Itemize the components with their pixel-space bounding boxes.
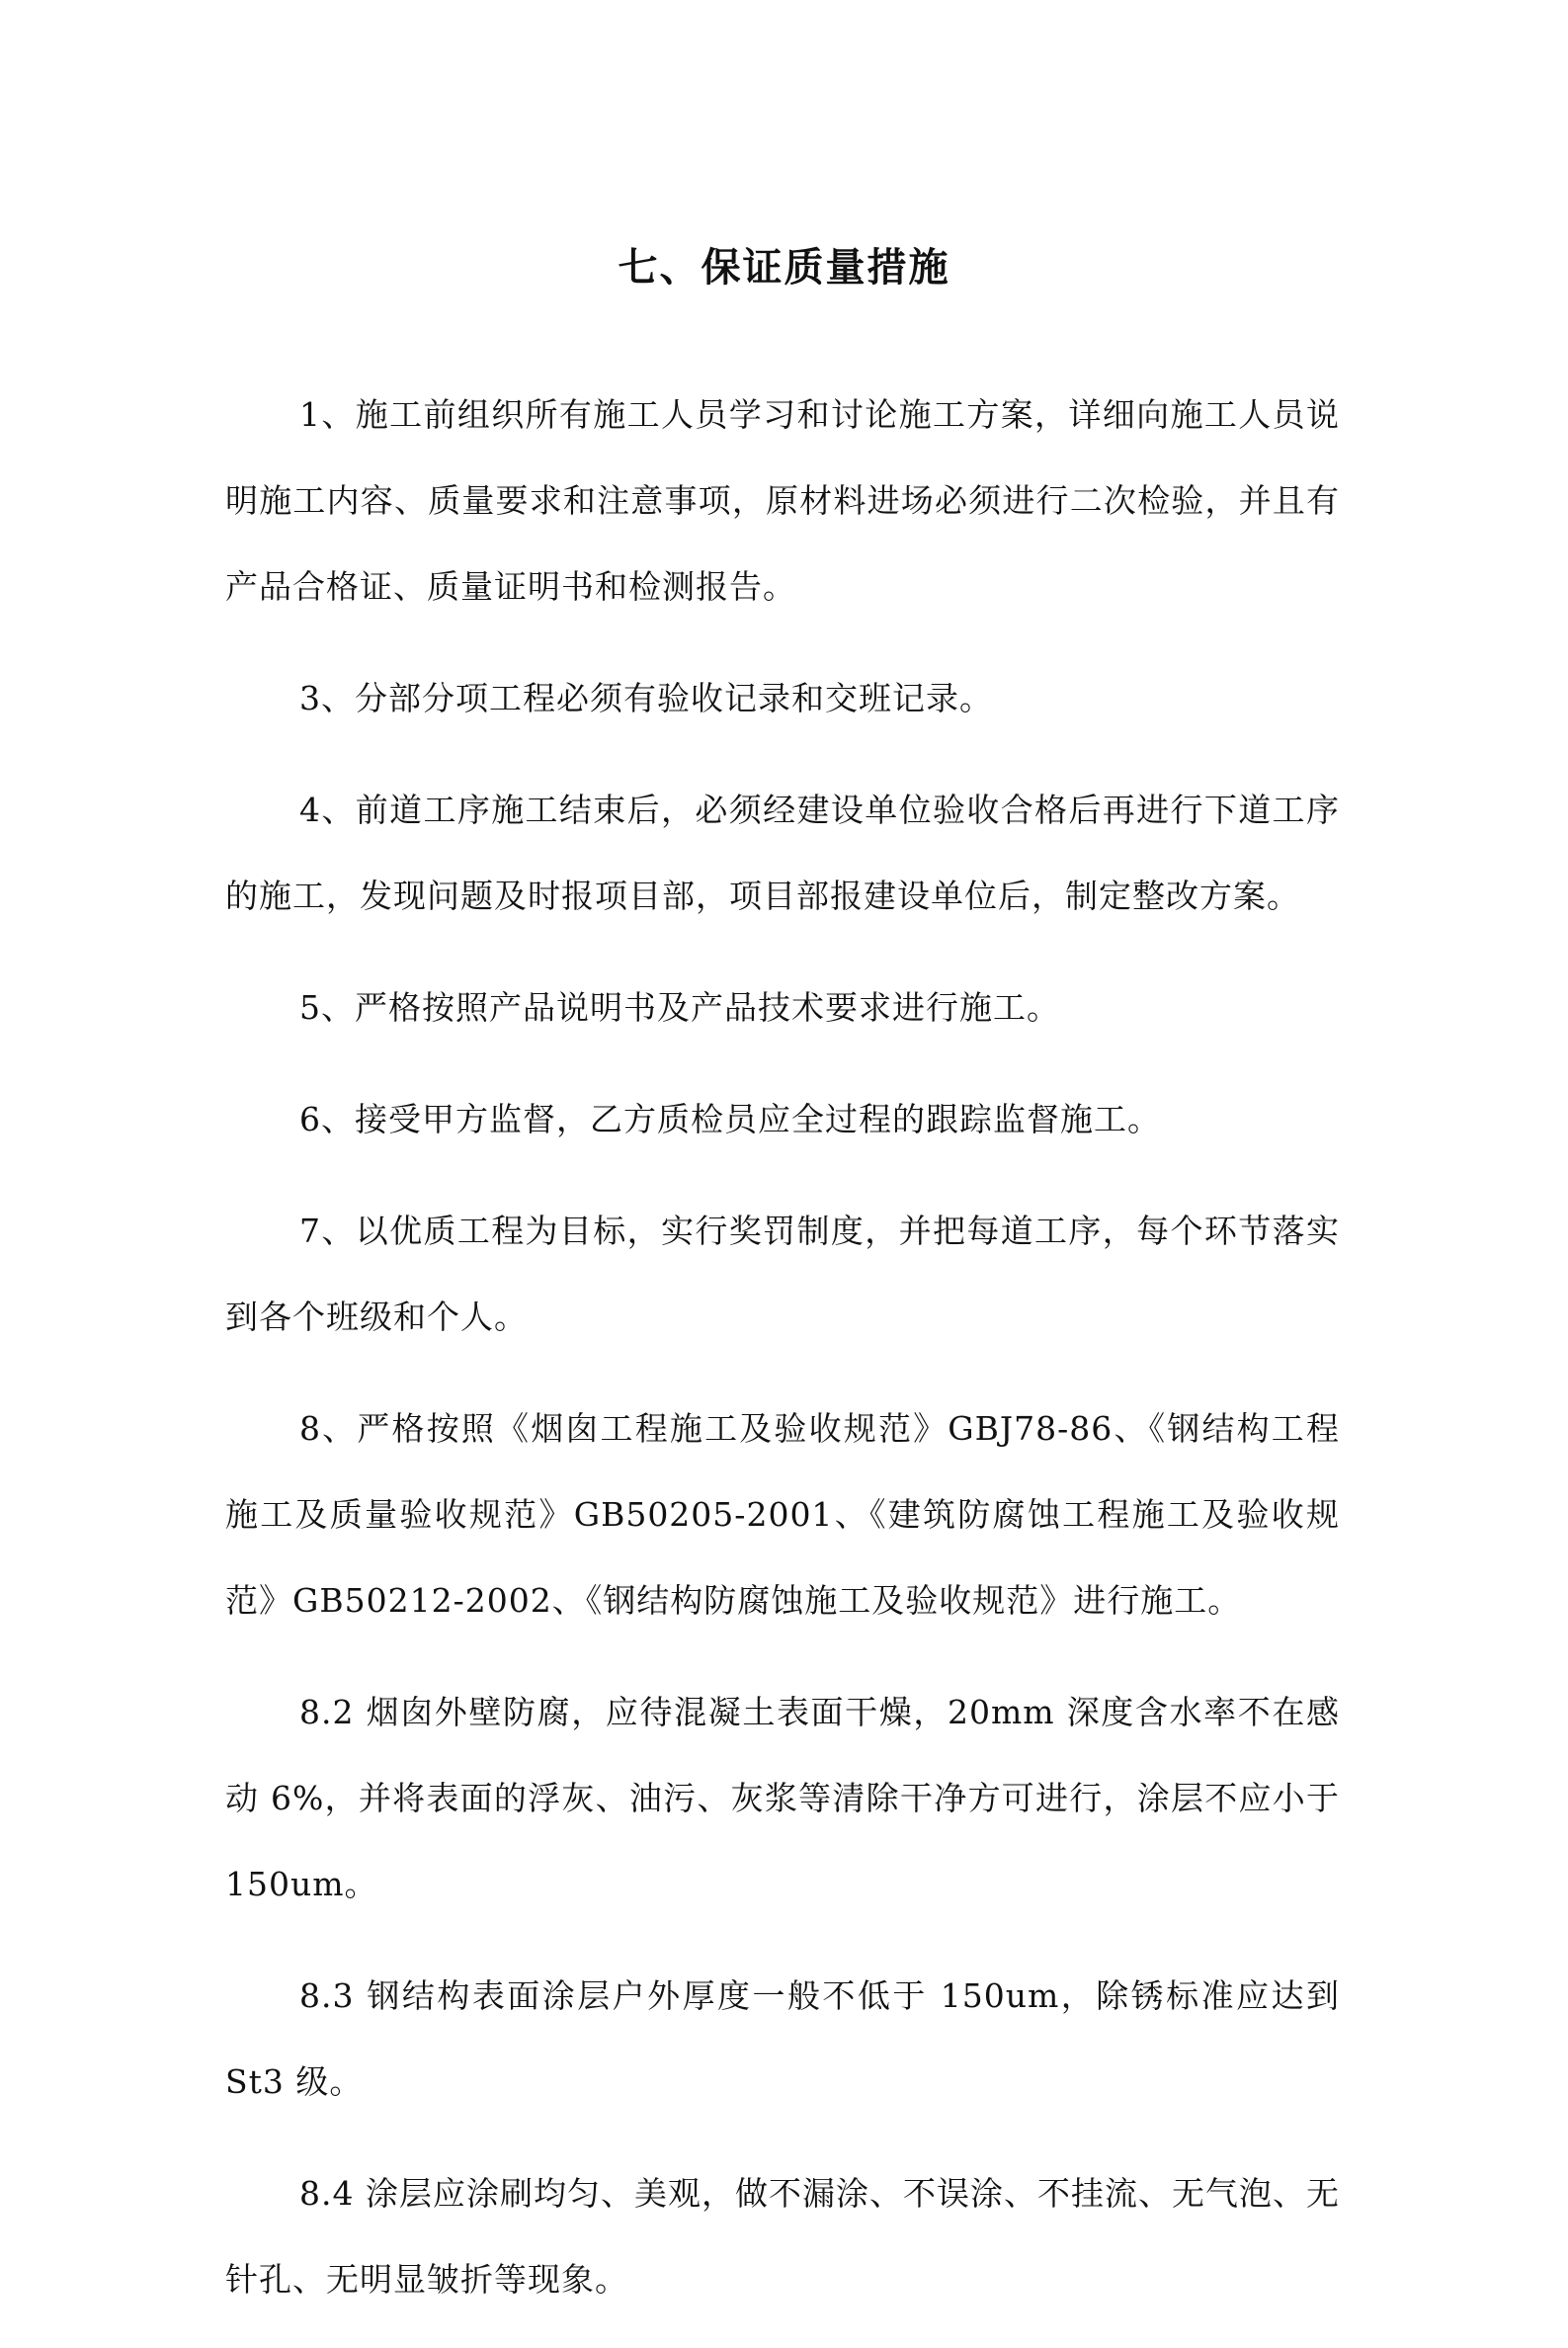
- paragraph-5: 5、严格按照产品说明书及产品技术要求进行施工。: [299, 988, 1060, 1027]
- paragraph-8: 8、严格按照《烟囱工程施工及验收规范》GBJ78-86、《钢结构工程施工及质量验收规范》GB50205-2001、《建筑防腐蚀工程施工及验收规范》GB50212-2002、《钢结构防腐蚀施工及验收规范》进行施工。: [225, 1409, 1340, 1620]
- paragraph-8-2: 8.2 烟囱外壁防腐，应待混凝土表面干燥，20mm 深度含水率不在感动 6%，并将表面的浮灰、油污、灰浆等清除干净方可进行，涂层不应小于 150um。: [225, 1693, 1340, 1903]
- paragraph-7: 7、以优质工程为目标，实行奖罚制度，并把每道工序，每个环节落实到各个班级和个人。: [225, 1212, 1340, 1336]
- paragraph-8-3: 8.3 钢结构表面涂层户外厚度一般不低于 150um，除锈标准应达到 St3 级。: [225, 1976, 1340, 2101]
- paragraph-6: 6、接受甲方监督，乙方质检员应全过程的跟踪监督施工。: [299, 1100, 1161, 1138]
- document-body: [225, 372, 1340, 2348]
- paragraph-8-4: 8.4 涂层应涂刷均匀、美观，做不漏涂、不误涂、不挂流、无气泡、无针孔、无明显皱折等现象。: [225, 2174, 1340, 2299]
- paragraph-4: 4、前道工序施工结束后，必须经建设单位验收合格后再进行下道工序的施工，发现问题及时报项目部，项目部报建设单位后，制定整改方案。: [225, 791, 1340, 915]
- paragraph-3: 3、分部分项工程必须有验收记录和交班记录。: [299, 679, 993, 717]
- paragraph-1: 1、施工前组织所有施工人员学习和讨论施工方案，详细向施工人员说明施工内容、质量要求和注意事项，原材料进场必须进行二次检验，并且有产品合格证、质量证明书和检测报告。: [225, 395, 1340, 606]
- page-title: 七、保证质量措施: [618, 245, 950, 291]
